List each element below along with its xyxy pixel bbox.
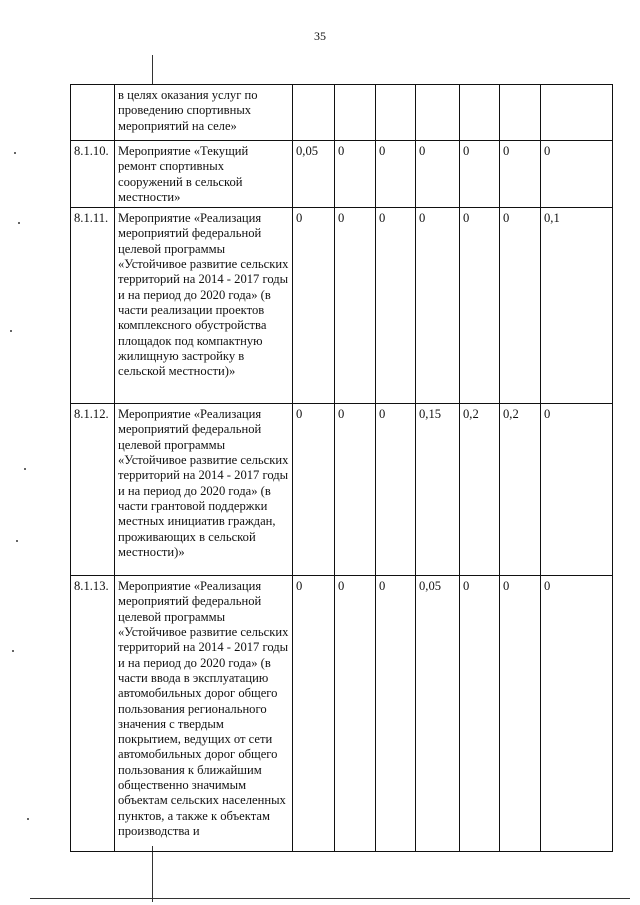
scan-speck (27, 818, 29, 820)
row-value (460, 85, 500, 141)
row-measure-name: Мероприятие «Реализация мероприятий федеральной целевой программы «Устойчивое развитие сельских территорий на 2014 - 2017 годы и на период до 2020 года» (в части ввода в эксплуатацию автомобильных дорог общего пользования регионального значения с твердым покрытием, ведущих от сети автомобильных дорог общего пользования к ближайшим общественно значимым объектам сельских населенных пунктов, а также к объектам производства и (115, 576, 293, 852)
row-value: 0 (500, 208, 541, 404)
row-measure-name: в целях оказания услуг по проведению спортивных мероприятий на селе» (115, 85, 293, 141)
row-value: 0 (376, 208, 416, 404)
row-value: 0 (416, 208, 460, 404)
row-value: 0 (293, 576, 335, 852)
row-value: 0 (335, 404, 376, 576)
row-value: 0 (416, 141, 460, 208)
row-value: 0 (376, 404, 416, 576)
scan-speck (16, 540, 18, 542)
row-value: 0,2 (460, 404, 500, 576)
scan-speck (10, 330, 12, 332)
row-value: 0 (460, 208, 500, 404)
row-value: 0 (293, 208, 335, 404)
table-row (71, 404, 613, 576)
row-value: 0 (293, 404, 335, 576)
row-measure-name: Мероприятие «Реализация мероприятий федеральной целевой программы «Устойчивое развитие сельских территорий на 2014 - 2017 годы и на период до 2020 года» (в части грантовой поддержки местных инициатив граждан, проживающих в сельской местности)» (115, 404, 293, 576)
table-row (71, 85, 613, 141)
row-value (376, 85, 416, 141)
row-number: 8.1.10. (71, 141, 115, 208)
row-value: 0,05 (416, 576, 460, 852)
row-value (541, 85, 613, 141)
row-value (335, 85, 376, 141)
row-value: 0 (335, 141, 376, 208)
row-value (416, 85, 460, 141)
scan-speck (12, 650, 14, 652)
row-value: 0 (500, 141, 541, 208)
row-value: 0,15 (416, 404, 460, 576)
table-row (71, 141, 613, 208)
row-value: 0 (460, 141, 500, 208)
page-number: 35 (314, 29, 326, 43)
program-measures-table (70, 84, 613, 852)
row-value: 0 (541, 141, 613, 208)
row-value: 0 (335, 576, 376, 852)
row-value: 0 (376, 576, 416, 852)
row-number: 8.1.11. (71, 208, 115, 404)
row-value: 0,2 (500, 404, 541, 576)
row-measure-name: Мероприятие «Реализация мероприятий федеральной целевой программы «Устойчивое развитие сельских территорий на 2014 - 2017 годы и на период до 2020 года» (в части реализации проектов комплексного обустройства площадок под компактную жилищную застройку в сельской местности)» (115, 208, 293, 404)
scan-artifact-line-bottom (152, 846, 153, 902)
row-measure-name: Мероприятие «Текущий ремонт спортивных сооружений в сельской местности» (115, 141, 293, 208)
scan-artifact-line-top (152, 55, 153, 85)
scan-speck (24, 468, 26, 470)
row-value: 0 (541, 576, 613, 852)
scan-speck (18, 222, 20, 224)
row-value: 0,1 (541, 208, 613, 404)
row-number (71, 85, 115, 141)
row-value: 0 (335, 208, 376, 404)
scan-speck (14, 152, 16, 154)
table-row (71, 576, 613, 852)
row-value: 0,05 (293, 141, 335, 208)
row-number: 8.1.13. (71, 576, 115, 852)
row-value: 0 (500, 576, 541, 852)
row-value: 0 (460, 576, 500, 852)
row-value (500, 85, 541, 141)
table-row (71, 208, 613, 404)
scan-artifact-line-foot (30, 898, 630, 899)
row-number: 8.1.12. (71, 404, 115, 576)
row-value: 0 (541, 404, 613, 576)
row-value (293, 85, 335, 141)
row-value: 0 (376, 141, 416, 208)
